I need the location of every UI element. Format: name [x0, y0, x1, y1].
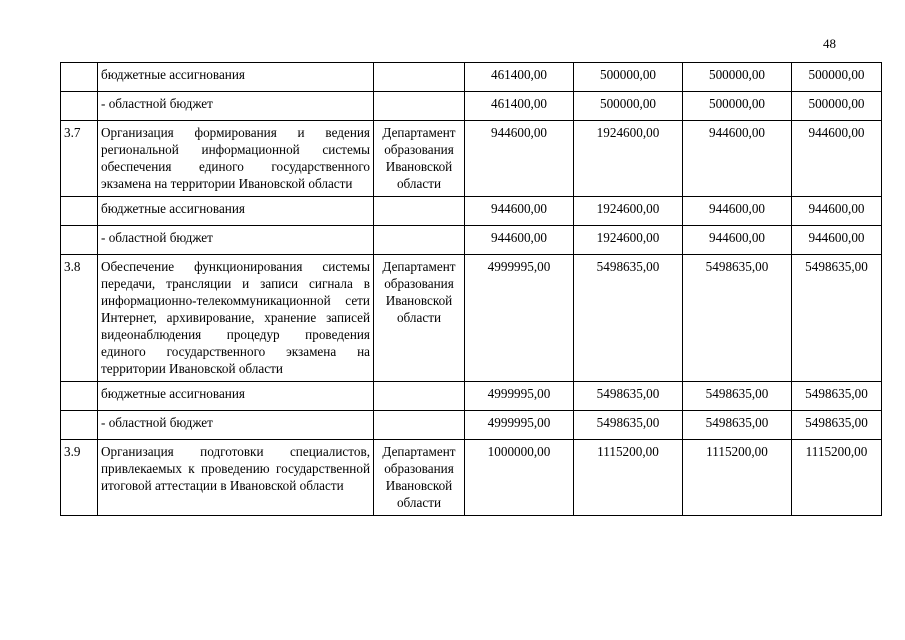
value-cell: 5498635,00	[683, 411, 792, 440]
row-executor	[374, 197, 465, 226]
value-cell: 1000000,00	[465, 440, 574, 516]
row-activity-name: Организация формирования и ведения региональной информационной системы обеспечения единого государственного экзамена на территории Ивановской области	[98, 121, 374, 197]
row-number: 3.7	[61, 121, 98, 197]
value-cell: 944600,00	[465, 121, 574, 197]
table-row	[61, 255, 882, 382]
value-cell: 500000,00	[683, 63, 792, 92]
row-number	[61, 197, 98, 226]
row-label: - областной бюджет	[98, 92, 374, 121]
table-row	[61, 226, 882, 255]
row-activity-name: Обеспечение функционирования системы передачи, трансляции и записи сигнала в информационно-телекоммуникационной сети Интернет, архивирование, хранение записей видеонаблюдения процедур проведения единого государственного экзамена на территории Ивановской области	[98, 255, 374, 382]
row-executor: Департамент образования Ивановской области	[374, 121, 465, 197]
value-cell: 5498635,00	[574, 382, 683, 411]
value-cell: 1115200,00	[683, 440, 792, 516]
table-row	[61, 440, 882, 516]
value-cell: 944600,00	[465, 226, 574, 255]
value-cell: 4999995,00	[465, 255, 574, 382]
row-executor	[374, 63, 465, 92]
value-cell: 1924600,00	[574, 121, 683, 197]
table-row	[61, 121, 882, 197]
value-cell: 500000,00	[792, 92, 882, 121]
value-cell: 5498635,00	[574, 255, 683, 382]
row-number	[61, 382, 98, 411]
row-number	[61, 226, 98, 255]
value-cell: 500000,00	[792, 63, 882, 92]
value-cell: 500000,00	[574, 92, 683, 121]
value-cell: 5498635,00	[683, 382, 792, 411]
row-executor	[374, 382, 465, 411]
value-cell: 944600,00	[792, 226, 882, 255]
row-number: 3.8	[61, 255, 98, 382]
value-cell: 461400,00	[465, 63, 574, 92]
row-label: - областной бюджет	[98, 411, 374, 440]
row-number	[61, 63, 98, 92]
value-cell: 944600,00	[465, 197, 574, 226]
table-row	[61, 411, 882, 440]
value-cell: 461400,00	[465, 92, 574, 121]
table-row	[61, 63, 882, 92]
row-activity-name: Организация подготовки специалистов, привлекаемых к проведению государственной итоговой аттестации в Ивановской области	[98, 440, 374, 516]
value-cell: 944600,00	[792, 121, 882, 197]
page-number: 48	[823, 36, 836, 51]
table-row	[61, 92, 882, 121]
row-executor: Департамент образования Ивановской области	[374, 255, 465, 382]
row-executor	[374, 411, 465, 440]
row-number	[61, 92, 98, 121]
value-cell: 1924600,00	[574, 197, 683, 226]
value-cell: 5498635,00	[792, 382, 882, 411]
row-executor	[374, 226, 465, 255]
value-cell: 4999995,00	[465, 382, 574, 411]
value-cell: 5498635,00	[792, 411, 882, 440]
value-cell: 1924600,00	[574, 226, 683, 255]
row-label: бюджетные ассигнования	[98, 197, 374, 226]
value-cell: 5498635,00	[792, 255, 882, 382]
row-label: - областной бюджет	[98, 226, 374, 255]
value-cell: 944600,00	[683, 121, 792, 197]
table-row	[61, 197, 882, 226]
row-label: бюджетные ассигнования	[98, 382, 374, 411]
value-cell: 1115200,00	[792, 440, 882, 516]
value-cell: 500000,00	[683, 92, 792, 121]
value-cell: 500000,00	[574, 63, 683, 92]
table-row	[61, 382, 882, 411]
value-cell: 1115200,00	[574, 440, 683, 516]
value-cell: 944600,00	[792, 197, 882, 226]
budget-table	[60, 62, 882, 516]
value-cell: 944600,00	[683, 226, 792, 255]
row-number: 3.9	[61, 440, 98, 516]
value-cell: 944600,00	[683, 197, 792, 226]
value-cell: 5498635,00	[574, 411, 683, 440]
value-cell: 5498635,00	[683, 255, 792, 382]
value-cell: 4999995,00	[465, 411, 574, 440]
row-number	[61, 411, 98, 440]
row-executor	[374, 92, 465, 121]
row-executor: Департамент образования Ивановской области	[374, 440, 465, 516]
row-label: бюджетные ассигнования	[98, 63, 374, 92]
